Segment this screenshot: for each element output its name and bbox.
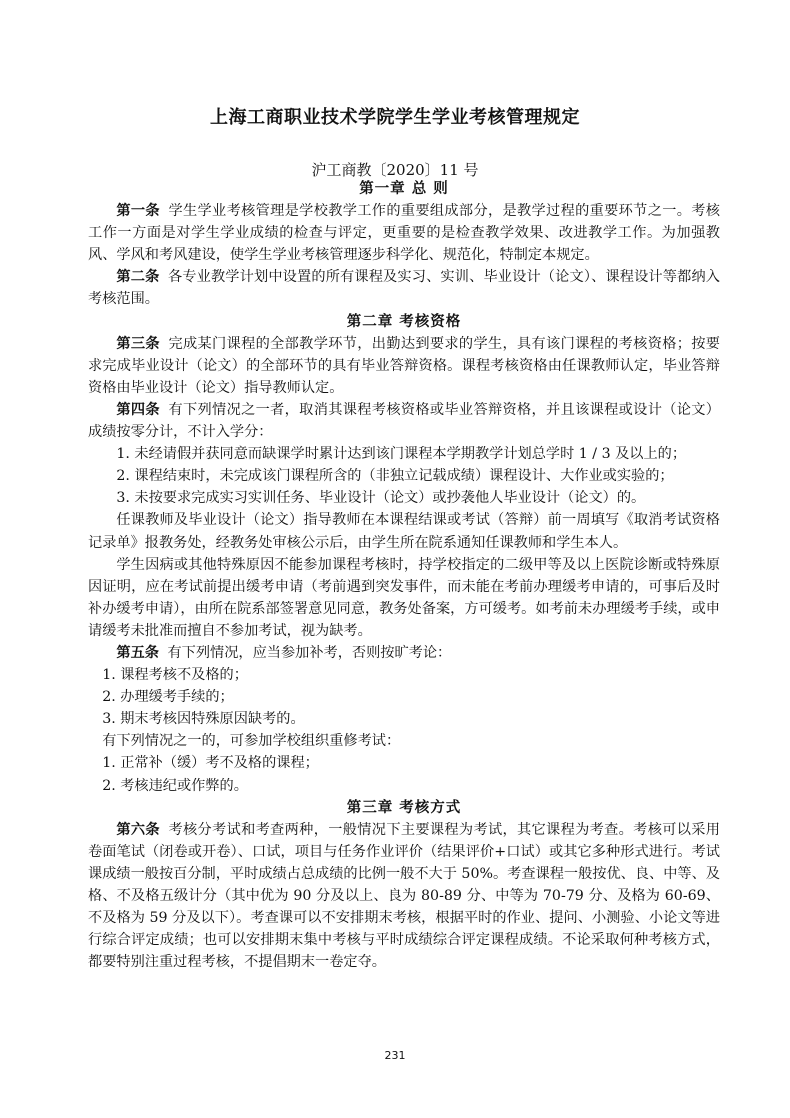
article-paragraph — [88, 200, 720, 266]
article-text: 有下列情况，应当参加补考，否则按旷考论： — [167, 644, 452, 661]
document-title: 上海工商职业技术学院学生学业考核管理规定 — [210, 107, 580, 128]
document-number: 沪工商教〔2020〕11 号 — [311, 161, 479, 179]
body-paragraph: 任课教师及毕业设计（论文）指导教师在本课程结课或考试（答辩）前一周填写《取消考试资格记录单》报教务处，经教务处审核公示后，由学生所在院系通知任课教师和学生本人。 — [88, 512, 720, 551]
article-number: 第一条 — [116, 203, 160, 220]
article-number: 第四条 — [116, 401, 160, 418]
article-text: 各专业教学计划中设置的所有课程及实习、实训、毕业设计（论文）、课程设计等都纳入考核范围。 — [88, 269, 720, 308]
article-number: 第二条 — [116, 269, 160, 286]
list-item: 1. 正常补（缓）考不及格的课程； — [102, 755, 319, 772]
page-number: 231 — [384, 1049, 406, 1062]
list-item: 1. 课程考核不及格的； — [102, 667, 248, 684]
article-paragraph — [88, 642, 720, 664]
list-item: 1. 未经请假并获同意而缺课学时累计达到该门课程本学期教学计划总学时 1 / 3 及以上的； — [116, 446, 687, 463]
article-text: 考核分考试和考查两种，一般情况下主要课程为考试，其它课程为考查。考核可以采用卷面笔试（闭卷或开卷）、口试，项目与任务作业评价（结果评价+口试）或其它多种形式进行。考试课成绩一般按百分制，平时成绩占总成绩的比例一般不大于 50%。考查课程一般按优、良、中等、及格、不及格五级计分（其中优为 90 分及以上、良为 80-89 分、中等为 70-79 分、及格为 60-69、不及格为 59 分及以下）。考查课可以不安排期末考核，根据平时的作业、提问、小测验、小论文等进行综合评定成绩；也可以安排期末集中考核与平时成绩综合评定课程成绩。不论采取何种考核方式，都要特别注重过程考核，不提倡期末一卷定夺。 — [88, 821, 720, 971]
list-item: 3. 未按要求完成实习实训任务、毕业设计（论文）或抄袭他人毕业设计（论文）的。 — [116, 490, 646, 507]
article-number: 第六条 — [116, 821, 160, 838]
article-number: 第三条 — [116, 335, 160, 352]
chapter-heading: 第二章 考核资格 — [346, 313, 462, 330]
list-item: 2. 课程结束时，未完成该门课程所含的（非独立记载成绩）课程设计、大作业或实验的； — [116, 468, 674, 485]
list-item: 3. 期末考核因特殊原因缺考的。 — [102, 711, 305, 728]
list-item: 2. 考核违纪或作弊的。 — [102, 777, 248, 794]
article-paragraph — [88, 399, 720, 443]
article-paragraph — [88, 266, 720, 310]
article-paragraph — [88, 819, 720, 974]
chapter-heading: 第一章 总 则 — [359, 181, 449, 197]
article-paragraph — [88, 333, 720, 399]
article-number: 第五条 — [116, 644, 159, 661]
list-item: 2. 办理缓考手续的； — [102, 689, 234, 706]
article-text: 完成某门课程的全部教学环节，出勤达到要求的学生，具有该门课程的考核资格；按要求完成毕业设计（论文）的全部环节的具有毕业答辩资格。课程考核资格由任课教师认定，毕业答辩资格由毕业设计（论文）指导教师认定。 — [88, 335, 720, 396]
body-paragraph: 学生因病或其他特殊原因不能参加课程考核时，持学校指定的二级甲等及以上医院诊断或特殊原因证明，应在考试前提出缓考申请（考前遇到突发事件，而未能在考前办理缓考申请的，可事后及时补办缓考申请），由所在院系部签署意见同意，教务处备案，方可缓考。如考前未办理缓考手续，或申请缓考未批准而擅自不参加考试，视为缺考。 — [88, 556, 720, 639]
chapter-heading: 第三章 考核方式 — [346, 799, 462, 816]
body-paragraph: 有下列情况之一的，可参加学校组织重修考试： — [102, 733, 401, 750]
article-text: 有下列情况之一者，取消其课程考核资格或毕业答辩资格，并且该课程或设计（论文）成绩按零分计，不计入学分： — [88, 401, 720, 441]
article-text: 学生学业考核管理是学校教学工作的重要组成部分，是教学过程的重要环节之一。考核工作一方面是对学生学业成绩的检查与评定，更重要的是检查教学效果、改进教学工作。为加强教风、学风和考风建设，使学生学业考核管理逐步科学化、规范化，特制定本规定。 — [88, 203, 720, 264]
document-body — [88, 178, 720, 973]
